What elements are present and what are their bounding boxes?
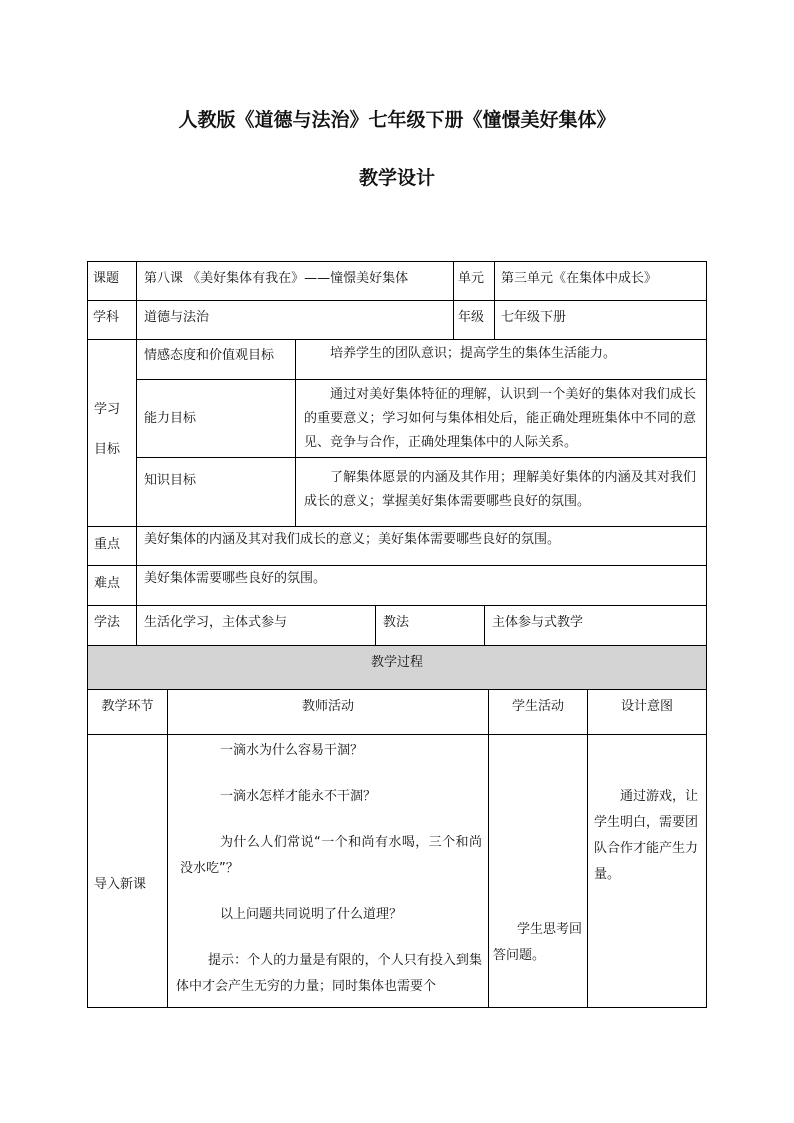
design-intent-cell [587, 734, 707, 1008]
difficulty-text-cell [136, 565, 707, 606]
teacher-question-3: 为什么人们常说“一个和尚有水喝，三个和尚没水吃”？ [180, 835, 482, 876]
unit-value: 第三单元《在集体中成长》 [501, 271, 658, 286]
teacher-activity-cell [167, 734, 489, 1008]
stage-label: 导入新课 [94, 877, 147, 892]
teach-method-value: 主体参与式教学 [492, 615, 584, 630]
teach-method-value-cell [484, 605, 707, 646]
teacher-question-4: 以上问题共同说明了什么道理？ [220, 907, 403, 922]
difficulty-label-cell [87, 565, 137, 606]
stage-cell [87, 734, 168, 1008]
document-subtitle: 教学设计 [358, 167, 435, 189]
goal-knowledge-name-cell [136, 457, 296, 527]
col-teacher-header: 教师活动 [301, 699, 354, 714]
col-student-header: 学生活动 [511, 699, 564, 714]
goal-knowledge-name: 知识目标 [144, 473, 197, 488]
goal-ability-text-cell [295, 379, 707, 458]
teacher-question-2: 一滴水怎样才能永不干涸？ [220, 789, 377, 804]
subject-label-cell [87, 300, 137, 340]
goal-knowledge-text-cell [295, 457, 707, 527]
goal-affective-text-cell [295, 339, 707, 380]
goal-affective-name-cell [136, 339, 296, 380]
grade-value: 七年级下册 [501, 310, 567, 325]
goal-affective-text: 培养学生的团队意识；提高学生的集体生活能力。 [330, 346, 617, 361]
goals-label-cell [87, 339, 137, 527]
teacher-question-1: 一滴水为什么容易干涸？ [220, 743, 364, 758]
keti-label-cell [87, 261, 137, 301]
unit-value-cell [494, 261, 707, 301]
keti-label: 课题 [93, 271, 120, 286]
goal-ability-text: 通过对美好集体特征的理解，认识到一个美好的集体对我们成长的重要意义；学习如何与集体相处后，能正确处理班集体中不同的意见、竞争与合作，正确处理集体中的人际关系。 [304, 387, 696, 450]
process-header-cell [87, 645, 707, 690]
keti-value-cell [136, 261, 454, 301]
col-student-header-cell [488, 689, 588, 735]
key-text-cell [136, 526, 707, 566]
teach-method-label-cell [375, 605, 485, 646]
process-header: 教学过程 [370, 655, 423, 670]
unit-label-cell [453, 261, 495, 301]
grade-label-cell [453, 300, 495, 340]
design-intent: 通过游戏，让学生明白，需要团队合作才能产生力量。 [594, 789, 699, 882]
study-method-value-cell [136, 605, 376, 646]
subject-value: 道德与法治 [144, 310, 210, 325]
unit-label: 单元 [458, 271, 485, 286]
subject-value-cell [136, 300, 454, 340]
study-method-value: 生活化学习，主体式参与 [144, 615, 288, 630]
teacher-hint: 提示：个人的力量是有限的，个人只有投入到集体中才会产生无穷的力量；同时集体也需要个 [176, 953, 482, 994]
keti-value: 第八课 《美好集体有我在》——憧憬美好集体 [144, 271, 409, 286]
document-title: 人教版《道德与法治》七年级下册《憧憬美好集体》 [178, 109, 616, 131]
col-teacher-header-cell [167, 689, 489, 735]
col-stage-header-cell [87, 689, 168, 735]
teach-method-label: 教法 [383, 615, 410, 630]
key-label: 重点 [94, 537, 121, 552]
student-activity: 学生思考回答问题。 [493, 922, 583, 963]
student-activity-cell [488, 734, 588, 1008]
grade-value-cell [494, 300, 707, 340]
goals-label-line1: 学习 [94, 402, 121, 417]
key-label-cell [87, 526, 137, 566]
subject-label: 学科 [93, 310, 120, 325]
study-method-label: 学法 [94, 615, 121, 630]
goal-ability-name: 能力目标 [144, 411, 197, 426]
study-method-label-cell [87, 605, 137, 646]
goal-ability-name-cell [136, 379, 296, 458]
difficulty-label: 难点 [94, 576, 121, 591]
key-text: 美好集体的内涵及其对我们成长的意义；美好集体需要哪些良好的氛围。 [144, 532, 561, 547]
difficulty-text: 美好集体需要哪些良好的氛围。 [144, 571, 327, 586]
col-intent-header: 设计意图 [620, 699, 673, 714]
goal-knowledge-text: 了解集体愿景的内涵及其作用；理解美好集体的内涵及其对我们成长的意义；掌握美好集体需要哪些良好的氛围。 [304, 470, 696, 509]
col-intent-header-cell [587, 689, 707, 735]
goals-label-line2: 目标 [94, 442, 121, 457]
goal-affective-name: 情感态度和价值观目标 [144, 348, 275, 363]
grade-label: 年级 [458, 310, 485, 325]
col-stage-header: 教学环节 [101, 699, 154, 714]
